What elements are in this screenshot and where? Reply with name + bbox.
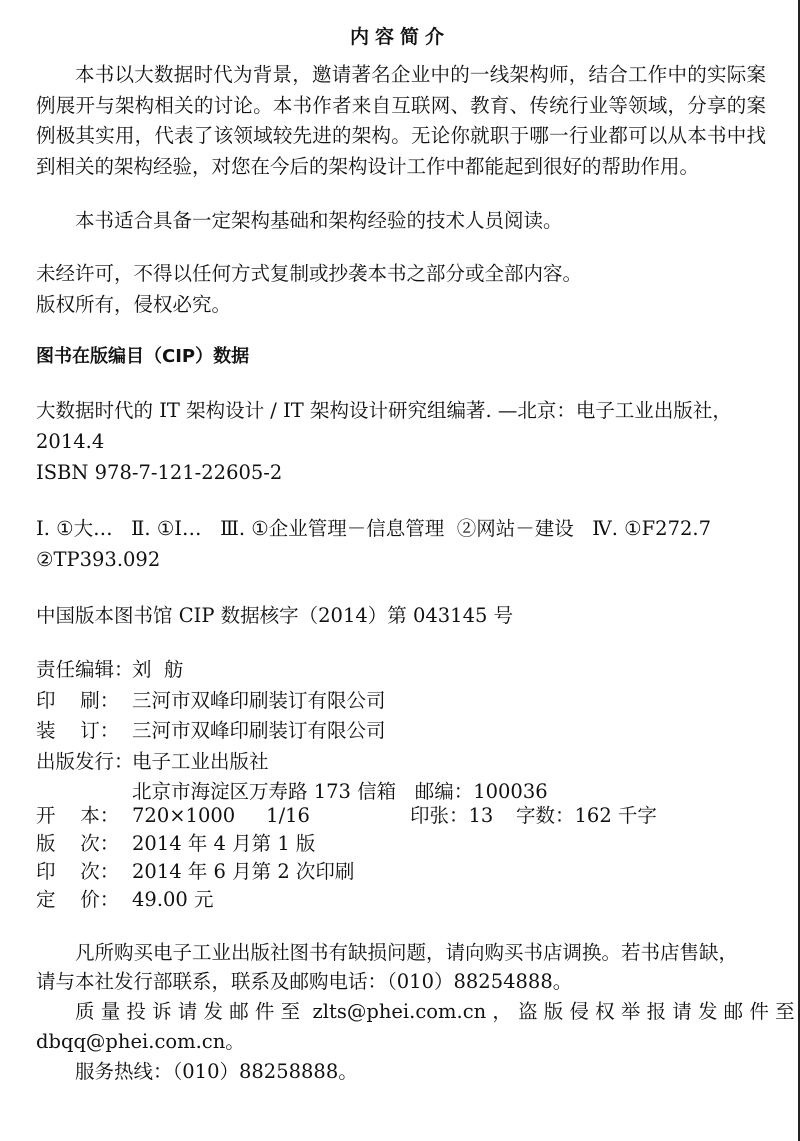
sheets-row (410, 801, 493, 831)
cip-heading: 图书在版编目（CIP）数据 (36, 346, 250, 367)
impression-label: 印 次： (36, 860, 120, 883)
editor-row (36, 655, 183, 685)
words-label: 字数： (516, 804, 575, 827)
service-hotline: 服务热线：（010）88258888。 (75, 1060, 358, 1083)
format-value: 720×1000 1/16 (132, 804, 310, 827)
isbn: ISBN 978-7-121-22605-2 (36, 461, 283, 484)
price-value: 49.00 元 (132, 888, 214, 911)
words-value: 162 千字 (574, 804, 657, 827)
binder-label: 装 订： (36, 719, 120, 742)
edition-label: 版 次： (36, 832, 120, 855)
format-label: 开 本： (36, 804, 120, 827)
cip-subjects: Ⅰ. ①大… Ⅱ. ①I… Ⅲ. ①企业管理－信息管理 ②网站－建设 Ⅳ. ①F272.7 (36, 517, 711, 540)
printer-value: 三河市双峰印刷装订有限公司 (132, 689, 386, 712)
audience-paragraph: 本书适合具备一定架构基础和架构经验的技术人员阅读。 (75, 209, 563, 232)
editor-label: 责任编辑： (36, 658, 134, 681)
printer-row (36, 686, 386, 716)
edition-row (36, 829, 315, 859)
printer-label: 印 刷： (36, 689, 120, 712)
publisher-value: 电子工业出版社 (132, 750, 269, 773)
rights-reserved: 版权所有，侵权必究。 (36, 293, 232, 316)
publisher-label: 出版发行： (36, 750, 134, 773)
impression-row (36, 857, 354, 887)
edition-value: 2014 年 4 月第 1 版 (132, 832, 316, 855)
editor-value: 刘 舫 (132, 658, 184, 681)
format-row (36, 801, 310, 831)
cip-record: 大数据时代的 IT 架构设计 / IT 架构设计研究组编著. —北京：电子工业出版社， (36, 399, 732, 422)
publisher-address: 北京市海淀区万寿路 173 信箱 邮编：100036 (132, 780, 548, 803)
impression-value: 2014 年 6 月第 2 次印刷 (132, 860, 355, 883)
sheets-value: 13 (468, 804, 494, 827)
cip-record-date: 2014.4 (36, 430, 105, 453)
cip-subjects-cont: ②TP393.092 (36, 548, 161, 571)
returns-notice: 凡所购买电子工业出版社图书有缺损问题，请向购买书店调换。若书店售缺， (75, 941, 739, 964)
price-label: 定 价： (36, 888, 120, 911)
returns-contact: 请与本社发行部联系，联系及邮购电话：（010）88254888。 (36, 970, 573, 993)
words-row (516, 801, 657, 831)
complaint-email-line: 质 量 投 诉 请 发 邮 件 至 zlts@phei.com.cn ， 盗 版 侵 权 举 报 请 发 邮 件 至 (75, 1000, 795, 1023)
cip-library-number: 中国版本图书馆 CIP 数据核字（2014）第 043145 号 (36, 604, 514, 627)
page-title: 内容简介 (349, 26, 450, 48)
publisher-row (36, 747, 269, 777)
sheets-label: 印张： (410, 804, 469, 827)
piracy-email: dbqq@phei.com.cn。 (36, 1030, 245, 1053)
copyright-notice: 未经许可，不得以任何方式复制或抄袭本书之部分或全部内容。 (36, 262, 583, 285)
price-row (36, 885, 214, 915)
binder-row (36, 716, 386, 746)
binder-value: 三河市双峰印刷装订有限公司 (132, 719, 386, 742)
intro-paragraph: 本书以大数据时代为背景，邀请著名企业中的一线架构师，结合工作中的实际案例展开与架构相关的讨论。本书作者来自互联网、教育、传统行业等领域，分享的案例极其实用，代表了该领域较先进的架构。无论你就职于哪一行业都可以从本书中找到相关的架构经验，对您在今后的架构设计工作中都能起到很好的帮助作用。 (36, 63, 766, 178)
